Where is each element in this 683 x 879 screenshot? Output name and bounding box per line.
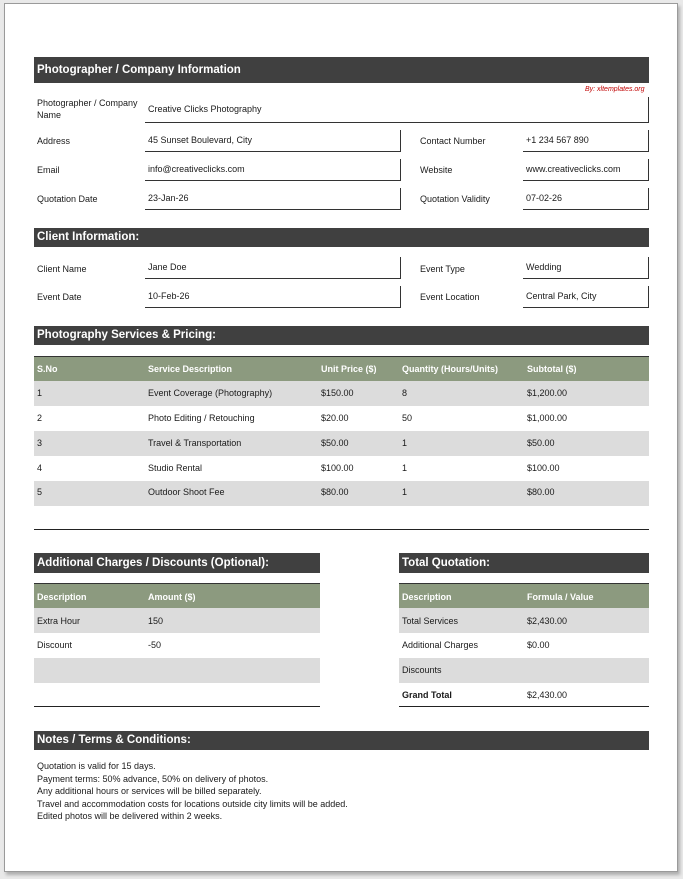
row-description: Photo Editing / Retouching <box>148 413 255 423</box>
col-sno: S.No <box>37 364 58 374</box>
services-section-header: Photography Services & Pricing: <box>34 326 649 345</box>
row-description: Total Services <box>402 616 459 626</box>
col-description: Description <box>402 592 452 602</box>
row-description: Extra Hour <box>37 616 81 626</box>
total-bottom-rule <box>399 706 649 707</box>
client-section-header: Client Information: <box>34 228 649 247</box>
note-line: Edited photos will be delivered within 2 weeks. <box>37 811 223 822</box>
row-subtotal: $1,000.00 <box>527 413 568 423</box>
table-row <box>399 658 649 683</box>
website-label: Website <box>420 165 453 175</box>
services-table-header <box>34 356 649 381</box>
col-formula-value: Formula / Value <box>527 592 594 602</box>
grand-total-label: Grand Total <box>402 690 452 700</box>
row-description: Outdoor Shoot Fee <box>148 487 225 497</box>
row-quantity: 1 <box>402 487 408 497</box>
additional-bottom-rule <box>34 706 320 707</box>
notes-list <box>37 760 348 823</box>
row-subtotal: $80.00 <box>527 487 555 497</box>
table-row <box>34 633 320 658</box>
grand-total-row <box>399 683 649 708</box>
note-line: Any additional hours or services will be billed separately. <box>37 786 262 797</box>
email-label: Email <box>37 165 60 175</box>
row-quantity: 1 <box>402 463 408 473</box>
email-field[interactable]: info@creativeclicks.com <box>145 159 401 181</box>
quotation-validity-field[interactable]: 07-02-26 <box>523 188 649 210</box>
note-line: Payment terms: 50% advance, 50% on delivery of photos. <box>37 773 269 784</box>
additional-table-header <box>34 583 320 608</box>
quotation-validity-label: Quotation Validity <box>420 194 490 204</box>
client-name-label: Client Name <box>37 264 87 274</box>
row-value: $2,430.00 <box>527 616 568 626</box>
table-row <box>34 431 649 456</box>
col-subtotal: Subtotal ($) <box>527 364 577 374</box>
notes-section-header: Notes / Terms & Conditions: <box>34 731 649 750</box>
website-field[interactable]: www.creativeclicks.com <box>523 159 649 181</box>
note-line: Travel and accommodation costs for locations outside city limits will be added. <box>37 798 348 809</box>
table-row <box>34 456 649 481</box>
table-row <box>399 608 649 633</box>
address-label: Address <box>37 136 71 146</box>
row-sno: 4 <box>37 463 43 473</box>
table-row <box>34 406 649 431</box>
row-unit-price: $50.00 <box>321 438 349 448</box>
company-name-field[interactable]: Creative Clicks Photography <box>145 97 649 123</box>
row-description: Event Coverage (Photography) <box>148 388 273 398</box>
row-unit-price: $100.00 <box>321 463 354 473</box>
table-row <box>34 608 320 633</box>
row-description: Discount <box>37 640 73 650</box>
event-type-field[interactable]: Wedding <box>523 257 649 279</box>
col-description: Description <box>37 592 87 602</box>
quotation-date-field[interactable]: 23-Jan-26 <box>145 188 401 210</box>
row-value: $0.00 <box>527 640 550 650</box>
row-unit-price: $80.00 <box>321 487 349 497</box>
table-row <box>34 658 320 683</box>
services-bottom-rule <box>34 529 649 530</box>
row-description: Discounts <box>402 665 442 675</box>
row-sno: 5 <box>37 487 43 497</box>
row-subtotal: $100.00 <box>527 463 560 473</box>
table-row <box>34 381 649 406</box>
row-amount: -50 <box>148 640 162 650</box>
row-quantity: 8 <box>402 388 408 398</box>
row-amount: 150 <box>148 616 164 626</box>
row-description: Additional Charges <box>402 640 479 650</box>
credit-text: By: xltemplates.org <box>585 86 645 93</box>
total-table-header <box>399 583 649 608</box>
note-line: Quotation is valid for 15 days. <box>37 761 156 771</box>
grand-total-value: $2,430.00 <box>527 690 568 700</box>
row-sno: 2 <box>37 413 43 423</box>
event-location-label: Event Location <box>420 292 480 302</box>
row-quantity: 1 <box>402 438 408 448</box>
row-description: Travel & Transportation <box>148 438 242 448</box>
row-unit-price: $150.00 <box>321 388 354 398</box>
total-section-header: Total Quotation: <box>399 553 649 573</box>
event-type-label: Event Type <box>420 264 465 274</box>
row-quantity: 50 <box>402 413 413 423</box>
event-date-label: Event Date <box>37 292 82 302</box>
company-section-header: Photographer / Company Information <box>34 57 649 83</box>
address-field[interactable]: 45 Sunset Boulevard, City <box>145 130 401 152</box>
row-unit-price: $20.00 <box>321 413 349 423</box>
col-description: Service Description <box>148 364 233 374</box>
row-sno: 1 <box>37 388 43 398</box>
row-subtotal: $1,200.00 <box>527 388 568 398</box>
additional-section-header: Additional Charges / Discounts (Optional): <box>34 553 320 573</box>
event-date-field[interactable]: 10-Feb-26 <box>145 286 401 308</box>
table-row <box>399 633 649 658</box>
col-unit-price: Unit Price ($) <box>321 364 377 374</box>
client-name-field[interactable]: Jane Doe <box>145 257 401 279</box>
contact-label: Contact Number <box>420 136 486 146</box>
contact-field[interactable]: +1 234 567 890 <box>523 130 649 152</box>
company-name-label: Photographer / Company Name <box>37 98 138 120</box>
col-amount: Amount ($) <box>148 592 196 602</box>
row-sno: 3 <box>37 438 43 448</box>
event-location-field[interactable]: Central Park, City <box>523 286 649 308</box>
quotation-date-label: Quotation Date <box>37 194 98 204</box>
row-description: Studio Rental <box>148 463 203 473</box>
table-row <box>34 481 649 506</box>
row-subtotal: $50.00 <box>527 438 555 448</box>
col-quantity: Quantity (Hours/Units) <box>402 364 498 374</box>
